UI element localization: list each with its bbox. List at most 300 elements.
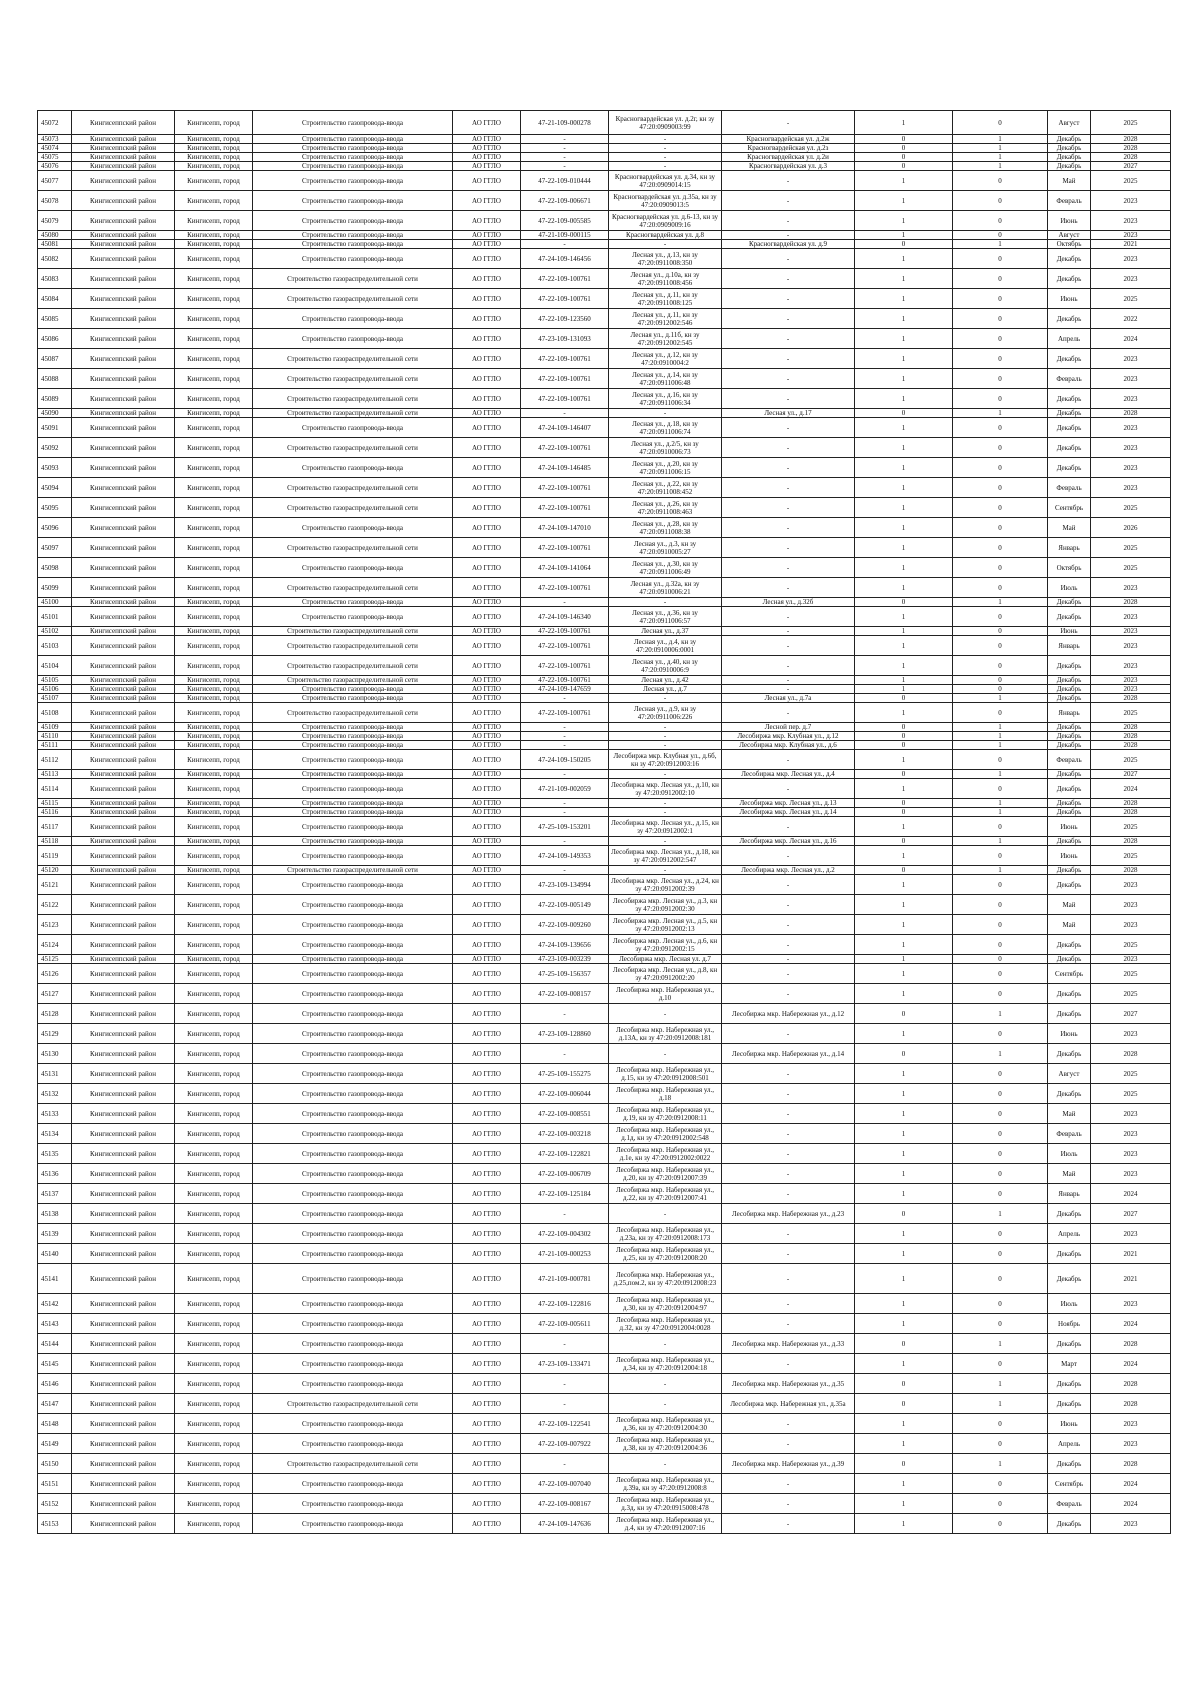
completed-flag-cell: 1 [855,984,953,1004]
organization-cell: АО ГГЛО [453,607,521,627]
address-cadastral-cell: Лесобиржа мкр. Лесная ул., д.5, кн зу 47:20:0912002:13 [609,915,722,935]
completed-flag-cell: 0 [855,694,953,703]
completed-flag-cell: 1 [855,249,953,269]
month-cell: Май [1048,518,1091,538]
organization-cell: АО ГГЛО [453,875,521,895]
table-row [38,418,1171,438]
organization-cell: АО ГГЛО [453,694,521,703]
table-row [38,799,1171,808]
completed-flag-cell: 1 [855,309,953,329]
contract-number-cell: - [521,1044,609,1064]
planned-address-cell: Красногвардейская ул. д.9 [722,240,855,249]
completed-flag-cell: 0 [855,144,953,153]
organization-cell: АО ГГЛО [453,964,521,984]
organization-cell: АО ГГЛО [453,409,521,418]
planned-address-cell: - [722,627,855,636]
month-cell: Июнь [1048,211,1091,231]
address-cadastral-cell: Лесная ул., д.3, кн зу 47:20:0910005:27 [609,538,722,558]
row-number-cell: 45123 [38,915,72,935]
organization-cell: АО ГГЛО [453,1164,521,1184]
district-cell: Кингисеппский район [72,135,175,144]
address-cadastral-cell: Лесобиржа мкр. Лесная ул., д.3, кн зу 47:20:0912002:30 [609,895,722,915]
row-number-cell: 45076 [38,162,72,171]
row-number-cell: 45093 [38,458,72,478]
row-number-cell: 45150 [38,1454,72,1474]
year-cell: 2028 [1091,1374,1171,1394]
contract-number-cell: - [521,723,609,732]
completed-flag-cell: 1 [855,1124,953,1144]
row-number-cell: 45135 [38,1144,72,1164]
contract-number-cell: - [521,1454,609,1474]
completed-flag-cell: 1 [855,846,953,866]
address-cadastral-cell: Лесная ул., д.20, кн зу 47:20:0911006:15 [609,458,722,478]
settlement-cell: Кингисепп, город [175,153,253,162]
completed-flag-cell: 1 [855,289,953,309]
month-cell: Июнь [1048,1414,1091,1434]
row-number-cell: 45133 [38,1104,72,1124]
district-cell: Кингисеппский район [72,875,175,895]
planned-address-cell: - [722,1474,855,1494]
work-type-cell: Строительство газопровода-ввода [253,135,453,144]
address-cadastral-cell: - [609,1394,722,1414]
planned-address-cell: - [722,389,855,409]
work-type-cell: Строительство газопровода-ввода [253,1124,453,1144]
table-row [38,1044,1171,1064]
table-row [38,1024,1171,1044]
planned-address-cell: - [722,703,855,723]
contract-number-cell: 47-23-109-134994 [521,875,609,895]
month-cell: Декабрь [1048,1454,1091,1474]
contract-number-cell: 47-24-109-147010 [521,518,609,538]
month-cell: Декабрь [1048,955,1091,964]
month-cell: Декабрь [1048,1204,1091,1224]
settlement-cell: Кингисепп, город [175,915,253,935]
work-type-cell: Строительство газопровода-ввода [253,111,453,135]
table-row [38,1224,1171,1244]
planned-address-cell: Лесобиржа мкр. Набережная ул., д.23 [722,1204,855,1224]
contract-number-cell: 47-22-109-008167 [521,1494,609,1514]
row-number-cell: 45152 [38,1494,72,1514]
organization-cell: АО ГГЛО [453,1104,521,1124]
settlement-cell: Кингисепп, город [175,162,253,171]
month-cell: Июнь [1048,817,1091,837]
organization-cell: АО ГГЛО [453,895,521,915]
district-cell: Кингисеппский район [72,866,175,875]
work-type-cell: Строительство газопровода-ввода [253,1104,453,1124]
year-cell: 2023 [1091,1124,1171,1144]
row-number-cell: 45139 [38,1224,72,1244]
organization-cell: АО ГГЛО [453,1374,521,1394]
work-type-cell: Строительство газопровода-ввода [253,1044,453,1064]
work-type-cell: Строительство газопровода-ввода [253,875,453,895]
completed-flag-cell: 0 [855,732,953,741]
address-cadastral-cell: - [609,866,722,875]
organization-cell: АО ГГЛО [453,598,521,607]
month-cell: Декабрь [1048,732,1091,741]
settlement-cell: Кингисепп, город [175,656,253,676]
organization-cell: АО ГГЛО [453,458,521,478]
address-cadastral-cell: Лесная ул., д.7 [609,685,722,694]
contract-number-cell: 47-21-109-000115 [521,231,609,240]
district-cell: Кингисеппский район [72,409,175,418]
planned-address-cell: Красногвардейская ул. д.3 [722,162,855,171]
contract-number-cell: 47-22-109-100761 [521,269,609,289]
table-row [38,518,1171,538]
contract-number-cell: 47-22-109-008551 [521,1104,609,1124]
month-cell: Декабрь [1048,808,1091,817]
organization-cell: АО ГГЛО [453,389,521,409]
table-row [38,153,1171,162]
settlement-cell: Кингисепп, город [175,249,253,269]
table-row [38,779,1171,799]
organization-cell: АО ГГЛО [453,1044,521,1064]
row-number-cell: 45142 [38,1294,72,1314]
month-cell: Декабрь [1048,249,1091,269]
row-number-cell: 45084 [38,289,72,309]
organization-cell: АО ГГЛО [453,846,521,866]
district-cell: Кингисеппский район [72,171,175,191]
table-row [38,1084,1171,1104]
month-cell: Февраль [1048,369,1091,389]
planned-flag-cell: 0 [953,607,1048,627]
year-cell: 2028 [1091,598,1171,607]
planned-flag-cell: 0 [953,627,1048,636]
settlement-cell: Кингисепп, город [175,478,253,498]
table-row [38,171,1171,191]
month-cell: Июль [1048,1294,1091,1314]
work-type-cell: Строительство газопровода-ввода [253,144,453,153]
organization-cell: АО ГГЛО [453,1204,521,1224]
work-type-cell: Строительство газопровода-ввода [253,1354,453,1374]
planned-flag-cell: 0 [953,984,1048,1004]
organization-cell: АО ГГЛО [453,984,521,1004]
work-type-cell: Строительство газораспределительной сети [253,438,453,458]
completed-flag-cell: 0 [855,741,953,750]
month-cell: Декабрь [1048,458,1091,478]
work-type-cell: Строительство газопровода-ввода [253,153,453,162]
row-number-cell: 45128 [38,1004,72,1024]
month-cell: Декабрь [1048,1004,1091,1024]
month-cell: Ноябрь [1048,1314,1091,1334]
address-cadastral-cell: Лесная ул., д.11, кн зу 47:20:0912002:546 [609,309,722,329]
year-cell: 2028 [1091,153,1171,162]
district-cell: Кингисеппский район [72,636,175,656]
contract-number-cell: 47-21-109-000278 [521,111,609,135]
planned-flag-cell: 0 [953,289,1048,309]
month-cell: Декабрь [1048,438,1091,458]
address-cadastral-cell: - [609,1454,722,1474]
address-cadastral-cell: Лесобиржа мкр. Набережная ул., д.18 [609,1084,722,1104]
planned-address-cell: - [722,438,855,458]
month-cell: Август [1048,231,1091,240]
contract-number-cell: 47-22-109-005585 [521,211,609,231]
row-number-cell: 45120 [38,866,72,875]
contract-number-cell: - [521,135,609,144]
address-cadastral-cell: Лесная ул., д.30, кн зу 47:20:0911006:49 [609,558,722,578]
table-row [38,685,1171,694]
month-cell: Июнь [1048,627,1091,636]
contract-number-cell: 47-22-109-005149 [521,895,609,915]
row-number-cell: 45122 [38,895,72,915]
month-cell: Декабрь [1048,799,1091,808]
row-number-cell: 45137 [38,1184,72,1204]
district-cell: Кингисеппский район [72,369,175,389]
table-row [38,703,1171,723]
planned-address-cell: - [722,1024,855,1044]
year-cell: 2025 [1091,1064,1171,1084]
year-cell: 2023 [1091,1104,1171,1124]
completed-flag-cell: 1 [855,329,953,349]
district-cell: Кингисеппский район [72,846,175,866]
planned-flag-cell: 1 [953,1204,1048,1224]
month-cell: Декабрь [1048,418,1091,438]
completed-flag-cell: 1 [855,685,953,694]
district-cell: Кингисеппский район [72,1064,175,1084]
work-type-cell: Строительство газопровода-ввода [253,723,453,732]
year-cell: 2027 [1091,770,1171,779]
month-cell: Декабрь [1048,676,1091,685]
contract-number-cell: 47-22-109-100761 [521,389,609,409]
planned-address-cell: - [722,289,855,309]
year-cell: 2026 [1091,518,1171,538]
work-type-cell: Строительство газораспределительной сети [253,349,453,369]
district-cell: Кингисеппский район [72,289,175,309]
work-type-cell: Строительство газораспределительной сети [253,369,453,389]
planned-address-cell: - [722,458,855,478]
month-cell: Декабрь [1048,1374,1091,1394]
planned-flag-cell: 0 [953,389,1048,409]
address-cadastral-cell: - [609,598,722,607]
contract-number-cell: 47-22-109-004302 [521,1224,609,1244]
settlement-cell: Кингисепп, город [175,1184,253,1204]
row-number-cell: 45125 [38,955,72,964]
completed-flag-cell: 1 [855,111,953,135]
settlement-cell: Кингисепп, город [175,685,253,694]
address-cadastral-cell: Красногвардейская ул. д.2г, кн зу 47:20:0909003:99 [609,111,722,135]
contract-number-cell: - [521,240,609,249]
row-number-cell: 45144 [38,1334,72,1354]
contract-number-cell: - [521,866,609,875]
year-cell: 2028 [1091,741,1171,750]
month-cell: Июль [1048,1144,1091,1164]
district-cell: Кингисеппский район [72,1044,175,1064]
planned-address-cell: - [722,1354,855,1374]
row-number-cell: 45149 [38,1434,72,1454]
planned-address-cell: Лесобиржа мкр. Набережная ул., д.39 [722,1454,855,1474]
year-cell: 2023 [1091,1024,1171,1044]
address-cadastral-cell: Лесобиржа мкр. Набережная ул., д.19, кн зу 47:20:0912008:11 [609,1104,722,1124]
completed-flag-cell: 1 [855,1144,953,1164]
district-cell: Кингисеппский район [72,732,175,741]
address-cadastral-cell: Красногвардейская ул. д.34, кн зу 47:20:0909014:15 [609,171,722,191]
completed-flag-cell: 1 [855,518,953,538]
planned-flag-cell: 0 [953,1494,1048,1514]
planned-flag-cell: 1 [953,135,1048,144]
organization-cell: АО ГГЛО [453,162,521,171]
year-cell: 2023 [1091,389,1171,409]
year-cell: 2024 [1091,329,1171,349]
settlement-cell: Кингисепп, город [175,1084,253,1104]
planned-flag-cell: 0 [953,750,1048,770]
planned-address-cell: - [722,817,855,837]
work-type-cell: Строительство газопровода-ввода [253,240,453,249]
planned-address-cell: - [722,895,855,915]
year-cell: 2024 [1091,779,1171,799]
work-type-cell: Строительство газораспределительной сети [253,269,453,289]
year-cell: 2023 [1091,627,1171,636]
contract-number-cell: 47-22-109-123560 [521,309,609,329]
month-cell: Декабрь [1048,607,1091,627]
contract-number-cell: - [521,837,609,846]
settlement-cell: Кингисепп, город [175,817,253,837]
work-type-cell: Строительство газопровода-ввода [253,779,453,799]
district-cell: Кингисеппский район [72,915,175,935]
planned-flag-cell: 0 [953,915,1048,935]
year-cell: 2025 [1091,558,1171,578]
address-cadastral-cell: Лесобиржа мкр. Набережная ул., д.30, кн зу 47:20:0912004:97 [609,1294,722,1314]
row-number-cell: 45074 [38,144,72,153]
district-cell: Кингисеппский район [72,1414,175,1434]
completed-flag-cell: 1 [855,1224,953,1244]
settlement-cell: Кингисепп, город [175,703,253,723]
address-cadastral-cell: Лесобиржа мкр. Лесная ул., д.18, кн зу 47:20:0912002:547 [609,846,722,866]
contract-number-cell: 47-22-109-125184 [521,1184,609,1204]
planned-flag-cell: 0 [953,955,1048,964]
table-row [38,1514,1171,1534]
work-type-cell: Строительство газопровода-ввода [253,249,453,269]
year-cell: 2028 [1091,1044,1171,1064]
planned-address-cell: - [722,498,855,518]
address-cadastral-cell: Лесобиржа мкр. Набережная ул., д.15, кн зу 47:20:0912008:501 [609,1064,722,1084]
planned-flag-cell: 0 [953,211,1048,231]
organization-cell: АО ГГЛО [453,703,521,723]
row-number-cell: 45075 [38,153,72,162]
row-number-cell: 45106 [38,685,72,694]
year-cell: 2028 [1091,144,1171,153]
address-cadastral-cell: - [609,1044,722,1064]
row-number-cell: 45118 [38,837,72,846]
table-row [38,875,1171,895]
row-number-cell: 45146 [38,1374,72,1394]
settlement-cell: Кингисепп, город [175,1474,253,1494]
work-type-cell: Строительство газопровода-ввода [253,1414,453,1434]
table-row [38,578,1171,598]
completed-flag-cell: 1 [855,915,953,935]
contract-number-cell: 47-23-109-133471 [521,1354,609,1374]
contract-number-cell: 47-24-109-146456 [521,249,609,269]
month-cell: Февраль [1048,750,1091,770]
organization-cell: АО ГГЛО [453,438,521,458]
planned-flag-cell: 0 [953,1474,1048,1494]
settlement-cell: Кингисепп, город [175,269,253,289]
organization-cell: АО ГГЛО [453,1414,521,1434]
planned-address-cell: - [722,1414,855,1434]
contract-number-cell: 47-24-109-147659 [521,685,609,694]
completed-flag-cell: 0 [855,1374,953,1394]
work-type-cell: Строительство газораспределительной сети [253,1394,453,1414]
address-cadastral-cell: - [609,723,722,732]
contract-number-cell: - [521,770,609,779]
organization-cell: АО ГГЛО [453,1514,521,1534]
row-number-cell: 45129 [38,1024,72,1044]
planned-flag-cell: 1 [953,144,1048,153]
contract-number-cell: - [521,741,609,750]
contract-number-cell: 47-25-109-155275 [521,1064,609,1084]
organization-cell: АО ГГЛО [453,249,521,269]
settlement-cell: Кингисепп, город [175,1244,253,1264]
organization-cell: АО ГГЛО [453,808,521,817]
planned-address-cell: - [722,518,855,538]
completed-flag-cell: 0 [855,799,953,808]
organization-cell: АО ГГЛО [453,1264,521,1294]
settlement-cell: Кингисепп, город [175,289,253,309]
settlement-cell: Кингисепп, город [175,955,253,964]
settlement-cell: Кингисепп, город [175,866,253,875]
row-number-cell: 45108 [38,703,72,723]
completed-flag-cell: 1 [855,1514,953,1534]
year-cell: 2025 [1091,498,1171,518]
planned-flag-cell: 0 [953,1124,1048,1144]
contract-number-cell: 47-22-109-007922 [521,1434,609,1454]
row-number-cell: 45098 [38,558,72,578]
year-cell: 2028 [1091,1334,1171,1354]
row-number-cell: 45141 [38,1264,72,1294]
month-cell: Февраль [1048,1124,1091,1144]
month-cell: Декабрь [1048,135,1091,144]
table-row [38,915,1171,935]
planned-flag-cell: 0 [953,685,1048,694]
work-type-cell: Строительство газопровода-ввода [253,955,453,964]
row-number-cell: 45140 [38,1244,72,1264]
district-cell: Кингисеппский район [72,1124,175,1144]
settlement-cell: Кингисепп, город [175,1374,253,1394]
district-cell: Кингисеппский район [72,144,175,153]
table-row [38,964,1171,984]
year-cell: 2028 [1091,799,1171,808]
table-row [38,732,1171,741]
planned-flag-cell: 0 [953,369,1048,389]
row-number-cell: 45136 [38,1164,72,1184]
year-cell: 2027 [1091,1004,1171,1024]
year-cell: 2023 [1091,1294,1171,1314]
district-cell: Кингисеппский район [72,1084,175,1104]
row-number-cell: 45102 [38,627,72,636]
district-cell: Кингисеппский район [72,269,175,289]
planned-address-cell: - [722,1164,855,1184]
organization-cell: АО ГГЛО [453,676,521,685]
settlement-cell: Кингисепп, город [175,1124,253,1144]
district-cell: Кингисеппский район [72,309,175,329]
settlement-cell: Кингисепп, город [175,1104,253,1124]
planned-address-cell: - [722,1494,855,1514]
table-row [38,676,1171,685]
row-number-cell: 45081 [38,240,72,249]
table-row [38,329,1171,349]
work-type-cell: Строительство газораспределительной сети [253,636,453,656]
data-table [37,110,1171,1534]
completed-flag-cell: 0 [855,153,953,162]
completed-flag-cell: 0 [855,1004,953,1024]
district-cell: Кингисеппский район [72,1004,175,1024]
address-cadastral-cell: Лесная ул., д.28, кн зу 47:20:0911008:38 [609,518,722,538]
table-row [38,750,1171,770]
organization-cell: АО ГГЛО [453,799,521,808]
contract-number-cell: - [521,1334,609,1354]
settlement-cell: Кингисепп, город [175,498,253,518]
work-type-cell: Строительство газопровода-ввода [253,1024,453,1044]
completed-flag-cell: 1 [855,1184,953,1204]
address-cadastral-cell: Лесобиржа мкр. Лесная ул., д.10, кн зу 47:20:0912002:10 [609,779,722,799]
